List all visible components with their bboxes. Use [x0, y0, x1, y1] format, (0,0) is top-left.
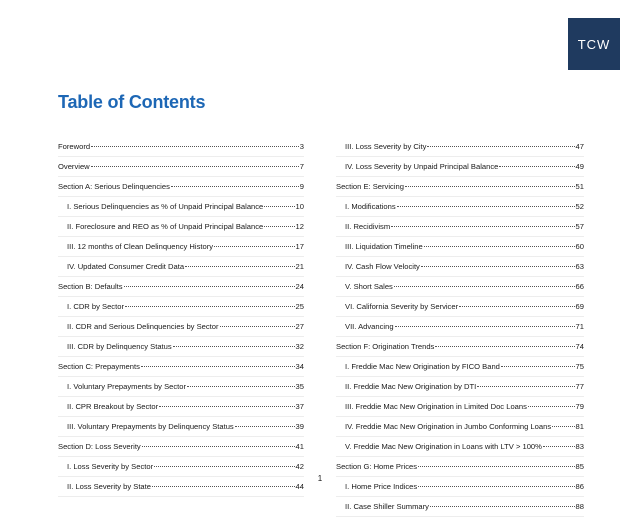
page-number: 1: [317, 474, 323, 483]
dot-leader: [214, 245, 295, 247]
dot-leader: [91, 145, 299, 147]
toc-subentry[interactable]: [58, 217, 304, 237]
dot-leader: [397, 205, 575, 207]
dot-leader: [171, 185, 299, 187]
toc-entry-page: 17: [295, 242, 304, 251]
toc-entry-page: 41: [295, 442, 304, 451]
toc-section-entry[interactable]: [336, 177, 584, 197]
toc-entry-page: 79: [575, 402, 584, 411]
toc-subentry[interactable]: [58, 397, 304, 417]
dot-leader: [173, 345, 295, 347]
toc-entry-label: II. CPR Breakout by Sector: [67, 402, 159, 411]
dot-leader: [435, 345, 574, 347]
toc-entry-page: 60: [575, 242, 584, 251]
dot-leader: [459, 305, 574, 307]
toc-subentry[interactable]: [336, 317, 584, 337]
dot-leader: [395, 325, 575, 327]
toc-section-entry[interactable]: [58, 137, 304, 157]
toc-entry-label: I. Modifications: [345, 202, 396, 211]
toc-subentry[interactable]: [58, 377, 304, 397]
toc-entry-page: 24: [295, 282, 304, 291]
toc-entry-label: II. Foreclosure and REO as % of Unpaid Principal Balance: [67, 222, 264, 231]
toc-entry-page: 52: [575, 202, 584, 211]
dot-leader: [124, 285, 295, 287]
toc-entry-page: 32: [295, 342, 304, 351]
dot-leader: [418, 485, 574, 487]
toc-entry-page: 39: [295, 422, 304, 431]
toc-subentry[interactable]: [336, 377, 584, 397]
toc-entry-page: 25: [295, 302, 304, 311]
toc-entry-page: 7: [299, 162, 304, 171]
toc-entry-page: 69: [575, 302, 584, 311]
dot-leader: [220, 325, 295, 327]
dot-leader: [430, 505, 575, 507]
toc-subentry[interactable]: [58, 337, 304, 357]
logo-text: TCW: [577, 36, 611, 52]
toc-entry-label: I. Home Price Indices: [345, 482, 418, 491]
toc-entry-page: 77: [575, 382, 584, 391]
toc-entry-page: 47: [575, 142, 584, 151]
toc-entry-label: V. Short Sales: [345, 282, 393, 291]
dot-leader: [421, 265, 575, 267]
toc-subentry[interactable]: [336, 437, 584, 457]
toc-entry-label: II. Freddie Mac New Origination by DTI: [345, 382, 477, 391]
toc-entry-label: III. Voluntary Prepayments by Delinquency Status: [67, 422, 234, 431]
dot-leader: [264, 205, 294, 207]
toc-subentry[interactable]: [336, 257, 584, 277]
toc-entry-label: IV. Updated Consumer Credit Data: [67, 262, 185, 271]
toc-entry-label: IV. Loss Severity by Unpaid Principal Balance: [345, 162, 499, 171]
dot-leader: [427, 145, 574, 147]
toc-entry-page: 86: [575, 482, 584, 491]
dot-leader: [125, 305, 295, 307]
toc-entry-label: III. Freddie Mac New Origination in Limited Doc Loans: [345, 402, 527, 411]
toc-subentry[interactable]: [58, 197, 304, 217]
toc-entry-label: II. CDR and Serious Delinquencies by Sector: [67, 322, 219, 331]
tcw-logo: [568, 18, 620, 70]
toc-entry-label: VI. California Severity by Servicer: [345, 302, 459, 311]
toc-section-entry[interactable]: [336, 337, 584, 357]
dot-leader: [405, 185, 575, 187]
toc-entry-label: Section B: Defaults: [58, 282, 123, 291]
toc-entry-page: 12: [295, 222, 304, 231]
toc-entry-label: Section F: Origination Trends: [336, 342, 435, 351]
toc-entry-label: Section E: Servicing: [336, 182, 404, 191]
toc-entry-page: 81: [575, 422, 584, 431]
toc-entry-page: 21: [295, 262, 304, 271]
toc-entry-page: 44: [295, 482, 304, 491]
toc-subentry[interactable]: [336, 137, 584, 157]
toc-subentry[interactable]: [58, 417, 304, 437]
toc-subentry[interactable]: [336, 397, 584, 417]
dot-leader: [235, 425, 295, 427]
toc-section-entry[interactable]: [58, 157, 304, 177]
toc-entry-label: I. Serious Delinquencies as % of Unpaid Principal Balance: [67, 202, 264, 211]
toc-entry-label: IV. Cash Flow Velocity: [345, 262, 420, 271]
toc-entry-page: 10: [295, 202, 304, 211]
toc-entry-page: 74: [575, 342, 584, 351]
toc-subentry[interactable]: [58, 317, 304, 337]
toc-entry-page: 37: [295, 402, 304, 411]
toc-entry-label: III. 12 months of Clean Delinquency History: [67, 242, 214, 251]
toc-entry-page: 3: [299, 142, 304, 151]
toc-entry-page: 27: [295, 322, 304, 331]
toc-entry-page: 75: [575, 362, 584, 371]
toc-subentry[interactable]: [336, 157, 584, 177]
dot-leader: [528, 405, 575, 407]
toc-entry-label: I. Voluntary Prepayments by Sector: [67, 382, 187, 391]
toc-entry-page: 66: [575, 282, 584, 291]
toc-subentry[interactable]: [336, 357, 584, 377]
dot-leader: [159, 405, 294, 407]
toc-right-column: [336, 137, 584, 517]
toc-subentry[interactable]: [336, 417, 584, 437]
dot-leader: [501, 365, 575, 367]
toc-entry-page: 35: [295, 382, 304, 391]
dot-leader: [154, 465, 294, 467]
dot-leader: [185, 265, 294, 267]
toc-entry-page: 49: [575, 162, 584, 171]
dot-leader: [141, 365, 295, 367]
toc-subentry[interactable]: [58, 257, 304, 277]
toc-entry-page: 83: [575, 442, 584, 451]
toc-entry-label: II. Recidivism: [345, 222, 391, 231]
toc-entry-page: 42: [295, 462, 304, 471]
toc-entry-label: II. Loss Severity by State: [67, 482, 151, 491]
dot-leader: [264, 225, 294, 227]
toc-entry-label: Section A: Serious Delinquencies: [58, 182, 170, 191]
toc-entry-label: III. Liquidation Timeline: [345, 242, 423, 251]
dot-leader: [152, 485, 295, 487]
toc-section-entry[interactable]: [58, 357, 304, 377]
toc-entry-label: Section D: Loss Severity: [58, 442, 141, 451]
dot-leader: [187, 385, 295, 387]
toc-entry-label: III. Loss Severity by City: [345, 142, 427, 151]
toc-section-entry[interactable]: [58, 437, 304, 457]
toc-entry-label: Section C: Prepayments: [58, 362, 140, 371]
dot-leader: [499, 165, 574, 167]
toc-entry-label: Overview: [58, 162, 90, 171]
toc-entry-label: III. CDR by Delinquency Status: [67, 342, 172, 351]
toc-entry-page: 9: [299, 182, 304, 191]
toc-section-entry[interactable]: [58, 277, 304, 297]
toc-entry-page: 71: [575, 322, 584, 331]
toc-entry-label: I. Freddie Mac New Origination by FICO Band: [345, 362, 500, 371]
toc-entry-label: I. Loss Severity by Sector: [67, 462, 154, 471]
toc-entry-page: 51: [575, 182, 584, 191]
toc-subentry[interactable]: [336, 237, 584, 257]
toc-entry-label: I. CDR by Sector: [67, 302, 124, 311]
dot-leader: [552, 425, 574, 427]
toc-entry-label: Foreword: [58, 142, 91, 151]
toc-entry-label: V. Freddie Mac New Origination in Loans with LTV > 100%: [345, 442, 542, 451]
dot-leader: [142, 445, 295, 447]
toc-subentry[interactable]: [336, 197, 584, 217]
toc-entry-page: 57: [575, 222, 584, 231]
toc-entry-page: 34: [295, 362, 304, 371]
toc-entry-page: 88: [575, 502, 584, 511]
toc-section-entry[interactable]: [58, 177, 304, 197]
toc-entry-page: 85: [575, 462, 584, 471]
toc-entry-label: Section G: Home Prices: [336, 462, 418, 471]
toc-subentry[interactable]: [336, 297, 584, 317]
toc-subentry[interactable]: [58, 297, 304, 317]
toc-subentry[interactable]: [336, 217, 584, 237]
page-title: Table of Contents: [58, 92, 206, 112]
toc-entry-page: 63: [575, 262, 584, 271]
dot-leader: [91, 165, 299, 167]
toc-entry-label: II. Case Shiller Summary: [345, 502, 429, 511]
toc-entry-label: VII. Advancing: [345, 322, 394, 331]
toc-entry-label: IV. Freddie Mac New Origination in Jumbo Conforming Loans: [345, 422, 552, 431]
toc-left-column: [58, 137, 304, 497]
dot-leader: [418, 465, 575, 467]
toc-subentry[interactable]: [58, 237, 304, 257]
dot-leader: [394, 285, 575, 287]
dot-leader: [391, 225, 574, 227]
dot-leader: [477, 385, 574, 387]
dot-leader: [543, 445, 575, 447]
toc-subentry[interactable]: [336, 277, 584, 297]
toc-subentry[interactable]: [336, 497, 584, 517]
dot-leader: [424, 245, 575, 247]
